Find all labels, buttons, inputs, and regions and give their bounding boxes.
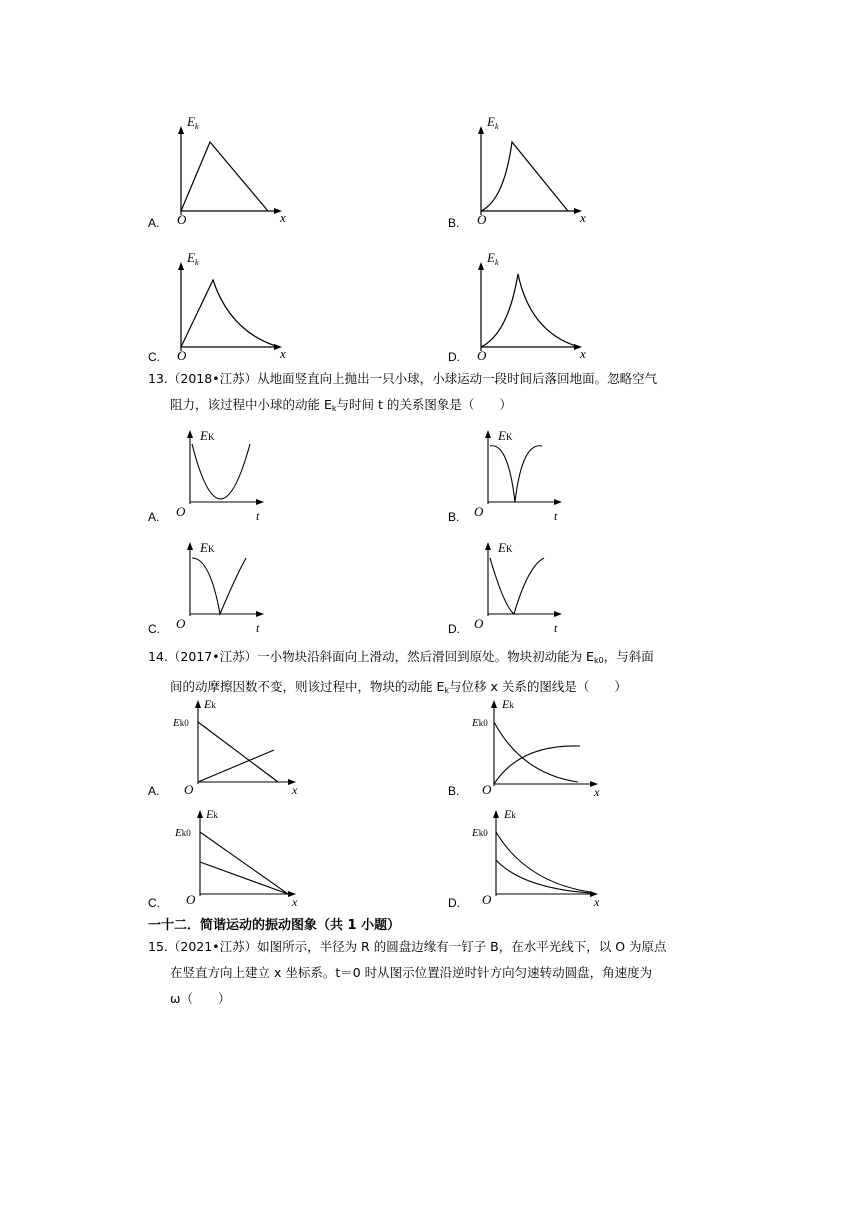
svg-text:x: x xyxy=(292,895,298,909)
y-axis-label: $E_k$ xyxy=(187,114,199,131)
q12-graph-c xyxy=(168,246,298,363)
svg-text:O: O xyxy=(184,782,194,797)
svg-text:O: O xyxy=(477,212,487,227)
svg-text:Ek0: Ek0 xyxy=(175,827,191,839)
q13-graph-b xyxy=(468,424,568,524)
svg-text:Ek0: Ek0 xyxy=(173,717,189,729)
svg-text:t: t xyxy=(256,509,260,523)
svg-text:Ek0: Ek0 xyxy=(472,717,488,729)
svg-text:O: O xyxy=(186,892,196,907)
svg-text:x: x xyxy=(594,895,600,909)
svg-text:x: x xyxy=(292,783,298,797)
q14-graph-d xyxy=(474,804,614,912)
option-a-label: A. xyxy=(148,784,160,798)
svg-text:Ek: Ek xyxy=(502,697,514,711)
svg-text:O: O xyxy=(477,348,487,363)
svg-text:O: O xyxy=(482,782,492,797)
q13-graph-c xyxy=(170,536,270,636)
option-c-label: C. xyxy=(148,350,160,364)
svg-text:Ek: $E_k$ xyxy=(187,250,199,267)
section-heading: 一十二．简谐运动的振动图象（共 1 小题） xyxy=(148,918,401,933)
svg-text:x: x xyxy=(580,210,586,225)
svg-text:Ek: Ek xyxy=(504,807,516,821)
option-d-label: D. xyxy=(448,896,460,910)
origin-label: O xyxy=(177,212,187,227)
option-d-label: D. xyxy=(448,350,460,364)
svg-text:t: t xyxy=(554,621,558,635)
svg-text:Ek: $E_k$ xyxy=(487,250,499,267)
x-axis-label: x xyxy=(280,210,286,225)
svg-text:t: t xyxy=(256,621,260,635)
q13-graph-a xyxy=(170,424,270,524)
svg-text:O: O xyxy=(482,892,492,907)
svg-text:EK: EK xyxy=(498,428,513,443)
svg-text:EK: EK xyxy=(200,540,215,555)
option-a-label: A. xyxy=(148,216,160,230)
svg-text:t: t xyxy=(554,509,558,523)
q12-graph-a xyxy=(168,110,298,227)
svg-text:O: O xyxy=(474,616,484,631)
q14-graph-b xyxy=(474,694,614,802)
svg-text:Ek: Ek xyxy=(206,807,218,821)
question-13-text: 13.（2018•江苏）从地面竖直向上抛出一只小球，小球运动一段时间后落回地面。忽略空气 阻力，该过程中小球的动能 $E_k$与时间 t 的关系图象是（ ） xyxy=(148,371,658,413)
svg-text:x: x xyxy=(580,346,586,361)
option-d-label: D. xyxy=(448,622,460,636)
option-b-label: B. xyxy=(448,510,460,524)
question-14-text: 14.（2017•江苏）一小物块沿斜面向上滑动，然后滑回到原处。物块初动能为 $E_{k0}$，与斜面 间的动摩擦因数不变，则该过程中，物块的动能 $E_k$与位移 x 关系的图线是（ ） xyxy=(148,649,654,695)
option-c-label: C. xyxy=(148,896,160,910)
svg-text:EK: EK xyxy=(200,428,215,443)
option-b-label: B. xyxy=(448,784,460,798)
q14-graph-c xyxy=(172,804,312,912)
svg-text:O: O xyxy=(474,504,484,519)
q12-graph-d xyxy=(468,246,598,363)
svg-text:x: x xyxy=(594,785,600,799)
option-c-label: C. xyxy=(148,622,160,636)
svg-text:x: x xyxy=(280,346,286,361)
svg-text:Ek: Ek xyxy=(204,697,216,711)
q12-graph-b xyxy=(468,110,598,227)
question-15-text: 15.（2021•江苏）如图所示，半径为 R 的圆盘边缘有一钉子 B，在水平光线下，以 O 为原点 在竖直方向上建立 x 坐标系。t＝0 时从图示位置沿逆时针方向匀速转动圆盘，角速度为 ω（ ） xyxy=(148,939,667,1006)
svg-text:Ek0: Ek0 xyxy=(472,827,488,839)
option-b-label: B. xyxy=(448,216,460,230)
option-a-label: A. xyxy=(148,510,160,524)
svg-text:O: O xyxy=(176,504,186,519)
q13-graph-d xyxy=(468,536,568,636)
svg-text:Ek: $E_k$ xyxy=(487,114,499,131)
svg-text:O: O xyxy=(176,616,186,631)
svg-text:O: O xyxy=(177,348,187,363)
svg-text:EK: EK xyxy=(498,540,513,555)
q14-graph-a xyxy=(172,694,312,802)
